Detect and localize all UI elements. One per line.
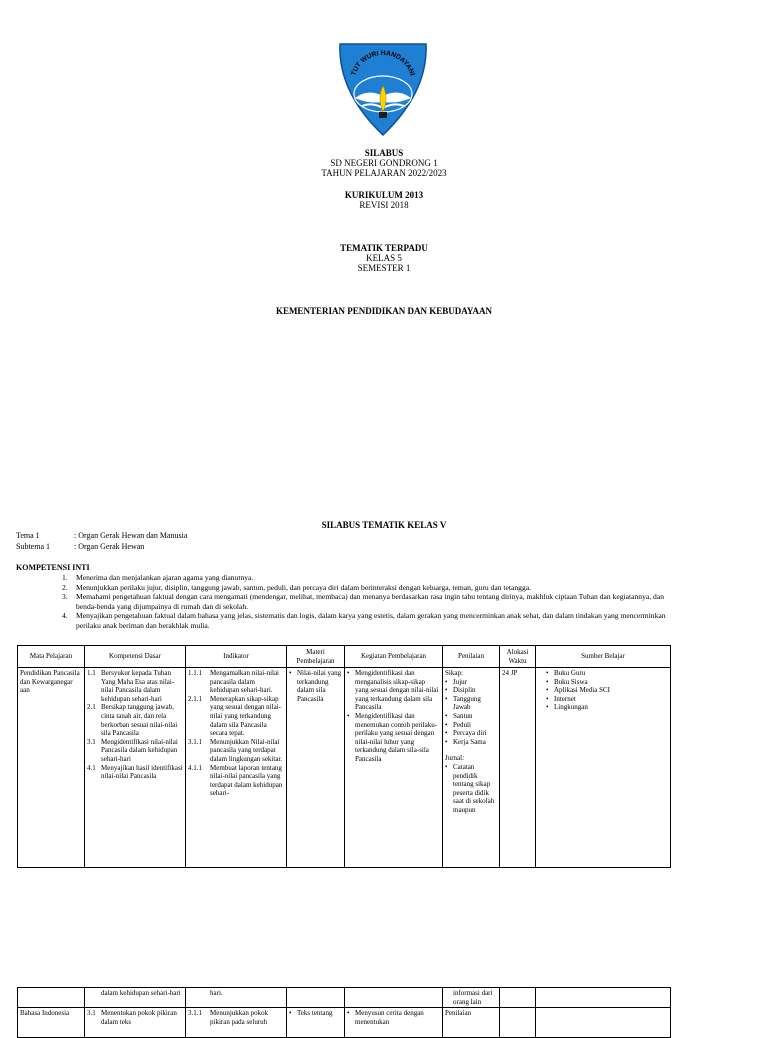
- tema-value: : Organ Gerak Hewan dan Manusia: [74, 531, 188, 540]
- cover-revision: REVISI 2018: [359, 200, 409, 210]
- header-indikator: Indikator: [186, 646, 287, 668]
- cell-sumber: • Buku Guru • Buku Siswa • Aplikasi Media SCI • Internet • Lingkungan: [536, 668, 671, 868]
- ki-heading: KOMPETENSI INTI: [16, 563, 90, 572]
- cell-mapel: [18, 988, 85, 1008]
- cell-indikator: 1.1.1 Mengamalkan nilai-nilai pancasila dalam kehidupan sehari-hari. 2.1.1 Menerapkan sikap-sikap yang sesuai dengan nilai-nilai yang terkandung dalam sila Pancasila secara tepat. 3.1.1 Menunjukkan Nilai-nilai pancasila yang terdapat dalam lingkungan sekitar. 4.1.1 Membuat laporan tentang nilai-nilai pancasila yang terdapat dalam kehidupan sehari-: [186, 668, 287, 868]
- header-kegiatan: Kegiatan Pembelajaran: [345, 646, 443, 668]
- cell-materi: • Teks tentang: [287, 1008, 345, 1038]
- tema-line: [16, 531, 187, 541]
- cell-kd: dalam kehidupan sehari-hari: [85, 988, 186, 1008]
- cell-indikator: 3.1.1 Menunjukkan pokok pikiran pada seluruh: [186, 1008, 287, 1038]
- cell-alokasi: 24 JP: [500, 668, 536, 868]
- cell-penilaian: Penilaian: [443, 1008, 500, 1038]
- header-sumber: Sumber Belajar: [536, 646, 671, 668]
- cell-kd: 3.1 Menentukan pokok pikiran dalam teks: [85, 1008, 186, 1038]
- table-row: [18, 668, 671, 868]
- table-row: [18, 1008, 671, 1038]
- header-kd: Kompetensi Dasar: [85, 646, 186, 668]
- cell-penilaian: informasi dari orang lain: [443, 988, 500, 1008]
- cover-ministry: KEMENTERIAN PENDIDIKAN DAN KEBUDAYAAN: [275, 306, 493, 316]
- cell-sumber: [536, 1008, 671, 1038]
- cell-mapel: Bahasa Indonesia: [18, 1008, 85, 1038]
- cell-indikator: hari.: [186, 988, 287, 1008]
- syllabus-title: SILABUS TEMATIK KELAS V: [321, 520, 447, 530]
- cover-curriculum: KURIKULUM 2013: [344, 190, 424, 200]
- logo-motto: TUT WURI HANDAYANI: [350, 49, 416, 77]
- ki-item: 4. Menyajikan pengetahuan faktual dalam bahasa yang jelas, sistematis dan logis, dalam karya yang estetis, dalam gerakan yang mencerminkan anak sehat, dan dalam tindakan yang mencerminkan perilaku anak beriman dan berakhlak mulia.: [62, 611, 666, 630]
- table-row: [18, 988, 671, 1008]
- cell-kegiatan: • Mengidentifikasi dan menganalisis sikap-sikap yang sesuai dengan nilai-nilai yang terkandung dalam sila Pancasila • Mengidentifikasi dan menemukan contoh perilaku-perilaku yang sesuai dengan nilai-nilai luhur yang terkandung dalam sila-sila Pancasila: [345, 668, 443, 868]
- cover-silabus: SILABUS: [364, 148, 404, 158]
- cell-alokasi: [500, 1008, 536, 1038]
- cover-semester: SEMESTER 1: [357, 263, 411, 273]
- cover-year: TAHUN PELAJARAN 2022/2023: [321, 168, 447, 178]
- tut-wuri-handayani-logo: [332, 40, 434, 138]
- ki-item: 2. Menunjukkan perilaku jujur, disiplin, tanggung jawab, santun, peduli, dan percaya diri dalam berinteraksi dengan keluarga, teman, guru dan tetangga.: [62, 582, 532, 592]
- header-alokasi: Alokasi Waktu: [500, 646, 536, 668]
- cell-penilaian: Sikap: • Jujur • Disiplin • Tanggung Jawab • Santun • Peduli • Percaya diri • Kerja Sama Jurnal: • Catatan pendidik tentang sikap peserta didik saat di sekolah maupun: [443, 668, 500, 868]
- syllabus-table-continued: [17, 987, 671, 1038]
- cell-kd: 1.1 Bersyukur kepada Tuhan Yang Maha Esa atas nilai-nilai Pancasila dalam kehidupan sehari-hari 2.1 Bersikap tanggung jawab, cinta tanah air, dan rela berkorban sesuai nilai-nilai sila Pancasila 3.1 Mengidentifikasi nilai-nilai Pancasila dalam kehidupan sehari-hari 4.1 Menyajikan hasil identifikasi nilai-nilai Pancasila: [85, 668, 186, 868]
- cell-alokasi: [500, 988, 536, 1008]
- subtema-line: [16, 542, 144, 552]
- header-mapel: Mata Pelajaran: [18, 646, 85, 668]
- subtema-value: : Organ Gerak Hewan: [74, 542, 145, 551]
- subtema-label: Subtema 1: [16, 542, 50, 551]
- cover-tematik: TEMATIK TERPADU: [340, 243, 428, 253]
- cell-sumber: [536, 988, 671, 1008]
- cell-kegiatan: • Menyusun cerita dengan menentukan: [345, 1008, 443, 1038]
- header-materi: Materi Pembelajaran: [287, 646, 345, 668]
- cover-class: KELAS 5: [366, 253, 402, 263]
- header-penilaian: Penilaian: [443, 646, 500, 668]
- cell-materi: • Nilai-nilai yang terkandung dalam sila Pancasila: [287, 668, 345, 868]
- table-header-row: [18, 646, 671, 668]
- cell-mapel: Pendidikan Pancasila dan Kewarganegar aan: [18, 668, 85, 868]
- cell-materi: [287, 988, 345, 1008]
- ki-list: [62, 573, 674, 631]
- cover-school: SD NEGERI GONDRONG 1: [330, 158, 438, 168]
- tema-label: Tema 1: [16, 531, 40, 540]
- syllabus-table: [17, 645, 671, 868]
- ki-item: 1. Menerima dan menjalankan ajaran agama yang dianutnya.: [62, 573, 254, 582]
- cell-kegiatan: [345, 988, 443, 1008]
- ki-item: 3. Memahami pengetahuan faktual dengan cara mengamati (mendengar, melihat, membaca) dan menanya berdasarkan rasa ingin tahu tentang dirinya, makhluk ciptaan Tuhan dan kegiatannya, dan benda-benda yang dijumpainya di rumah dan di sekolah.: [62, 592, 664, 611]
